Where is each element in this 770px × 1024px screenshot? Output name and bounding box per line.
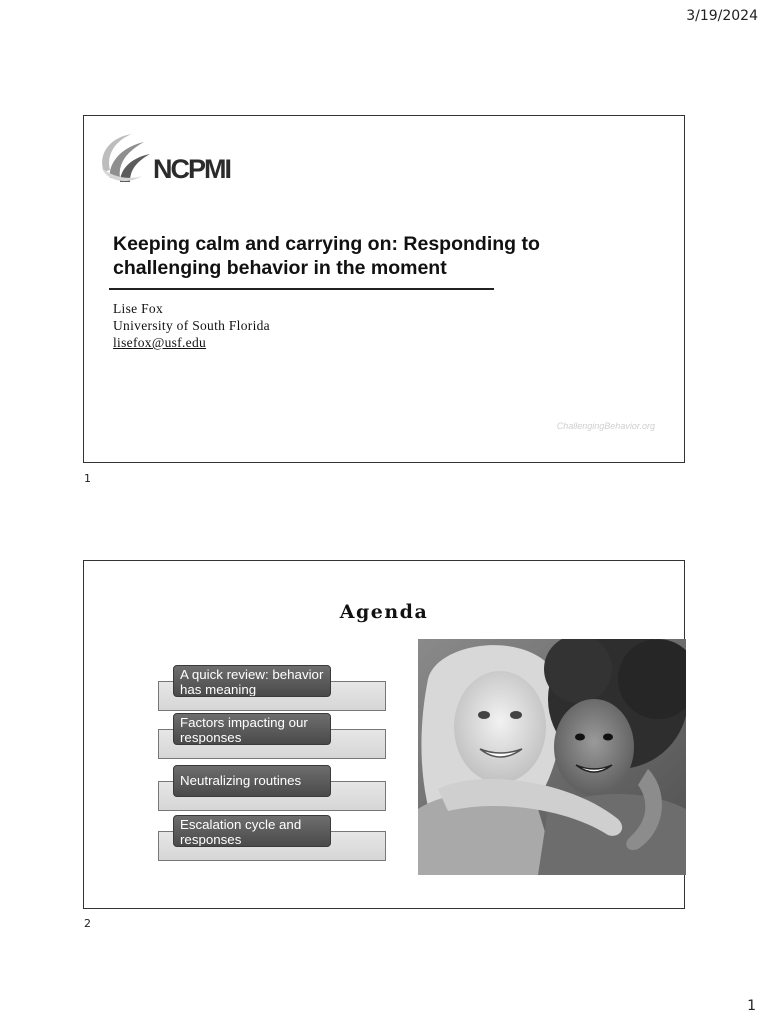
logo-text: NCPMI (153, 154, 230, 184)
agenda-item (158, 667, 386, 711)
agenda-item (158, 715, 386, 759)
agenda-item-label: Escalation cycle and responses (173, 815, 331, 847)
slide-2 (83, 560, 685, 909)
ncpmi-logo (96, 128, 246, 188)
author-affiliation: University of South Florida (113, 318, 270, 333)
agenda-item-label: Neutralizing routines (173, 765, 331, 797)
author-name: Lise Fox (113, 301, 164, 316)
children-hugging-photo (418, 639, 686, 875)
agenda-item-label: A quick review: behavior has meaning (173, 665, 331, 697)
agenda-item-label: Factors impacting our responses (173, 713, 331, 745)
slide-1 (83, 115, 685, 463)
title-divider (109, 288, 494, 290)
agenda-item (158, 773, 386, 811)
agenda-title: Agenda (339, 601, 429, 623)
page-date: 3/19/2024 (686, 8, 758, 24)
author-block (113, 300, 270, 351)
page-number: 1 (747, 998, 756, 1014)
slide-title: Keeping calm and carrying on: Responding to challenging behavior in the moment (113, 233, 540, 279)
watermark: ChallengingBehavior.org (556, 421, 655, 431)
ncpmi-swirl-icon (96, 128, 156, 188)
slide-number-1: 1 (84, 472, 91, 485)
agenda-item (158, 817, 386, 861)
author-email-link[interactable]: lisefox@usf.edu (113, 335, 207, 350)
slide-number-2: 2 (84, 917, 91, 930)
